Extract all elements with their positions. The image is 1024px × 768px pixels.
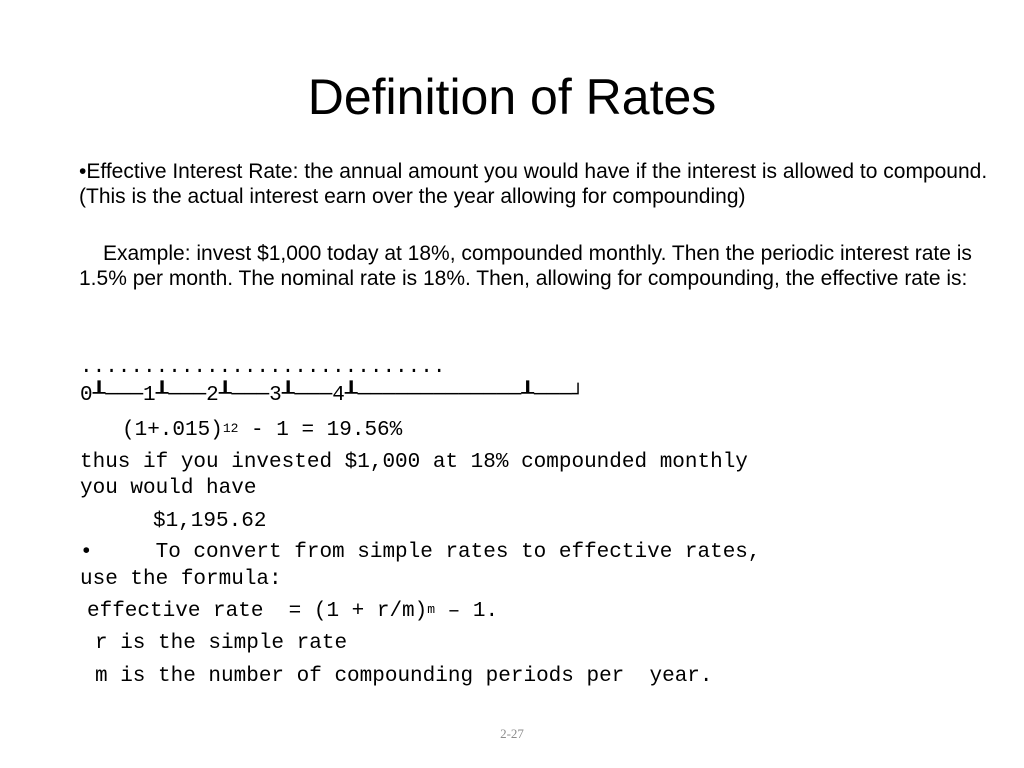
effective-rate-formula xyxy=(87,599,498,624)
effective-rate-definition: •Effective Interest Rate: the annual amount you would have if the interest is allowed to compound. (This is the actual interest earn over the year allowing for compounding) xyxy=(79,160,988,208)
formula-result: - 1 = 19.56% xyxy=(238,419,403,442)
investment-statement-line1: thus if you invested $1,000 at 18% compounded monthly xyxy=(80,451,748,474)
effective-formula-exponent: m xyxy=(427,602,436,617)
effective-formula-rest: – 1. xyxy=(435,600,499,623)
convert-instruction-line1: • To convert from simple rates to effective rates, xyxy=(80,541,761,564)
r-definition: r is the simple rate xyxy=(95,632,348,655)
effective-formula-base: effective rate = (1 + r/m) xyxy=(87,600,428,623)
page-number: 2-27 xyxy=(500,726,524,741)
convert-instruction-line2: use the formula: xyxy=(80,568,282,591)
effective-rate-calculation xyxy=(122,418,402,443)
slide-title: Definition of Rates xyxy=(307,69,717,125)
investment-statement-line2: you would have xyxy=(80,477,257,500)
example-paragraph: Example: invest $1,000 today at 18%, compounded monthly. Then the periodic interest rate is 1.5% per month. The nominal rate is 18%. Then, allowing for compounding, the effective rate is: xyxy=(79,242,972,290)
timeline: 0┸───1┸───2┸───3┸───4┸─────────────┸───┘ xyxy=(80,384,585,407)
dotted-line: ............................. xyxy=(80,356,446,379)
formula-exponent: 12 xyxy=(222,421,239,436)
future-amount: $1,195.62 xyxy=(153,510,267,533)
formula-base: (1+.015) xyxy=(122,419,223,442)
m-definition: m is the number of compounding periods per year. xyxy=(95,665,713,688)
